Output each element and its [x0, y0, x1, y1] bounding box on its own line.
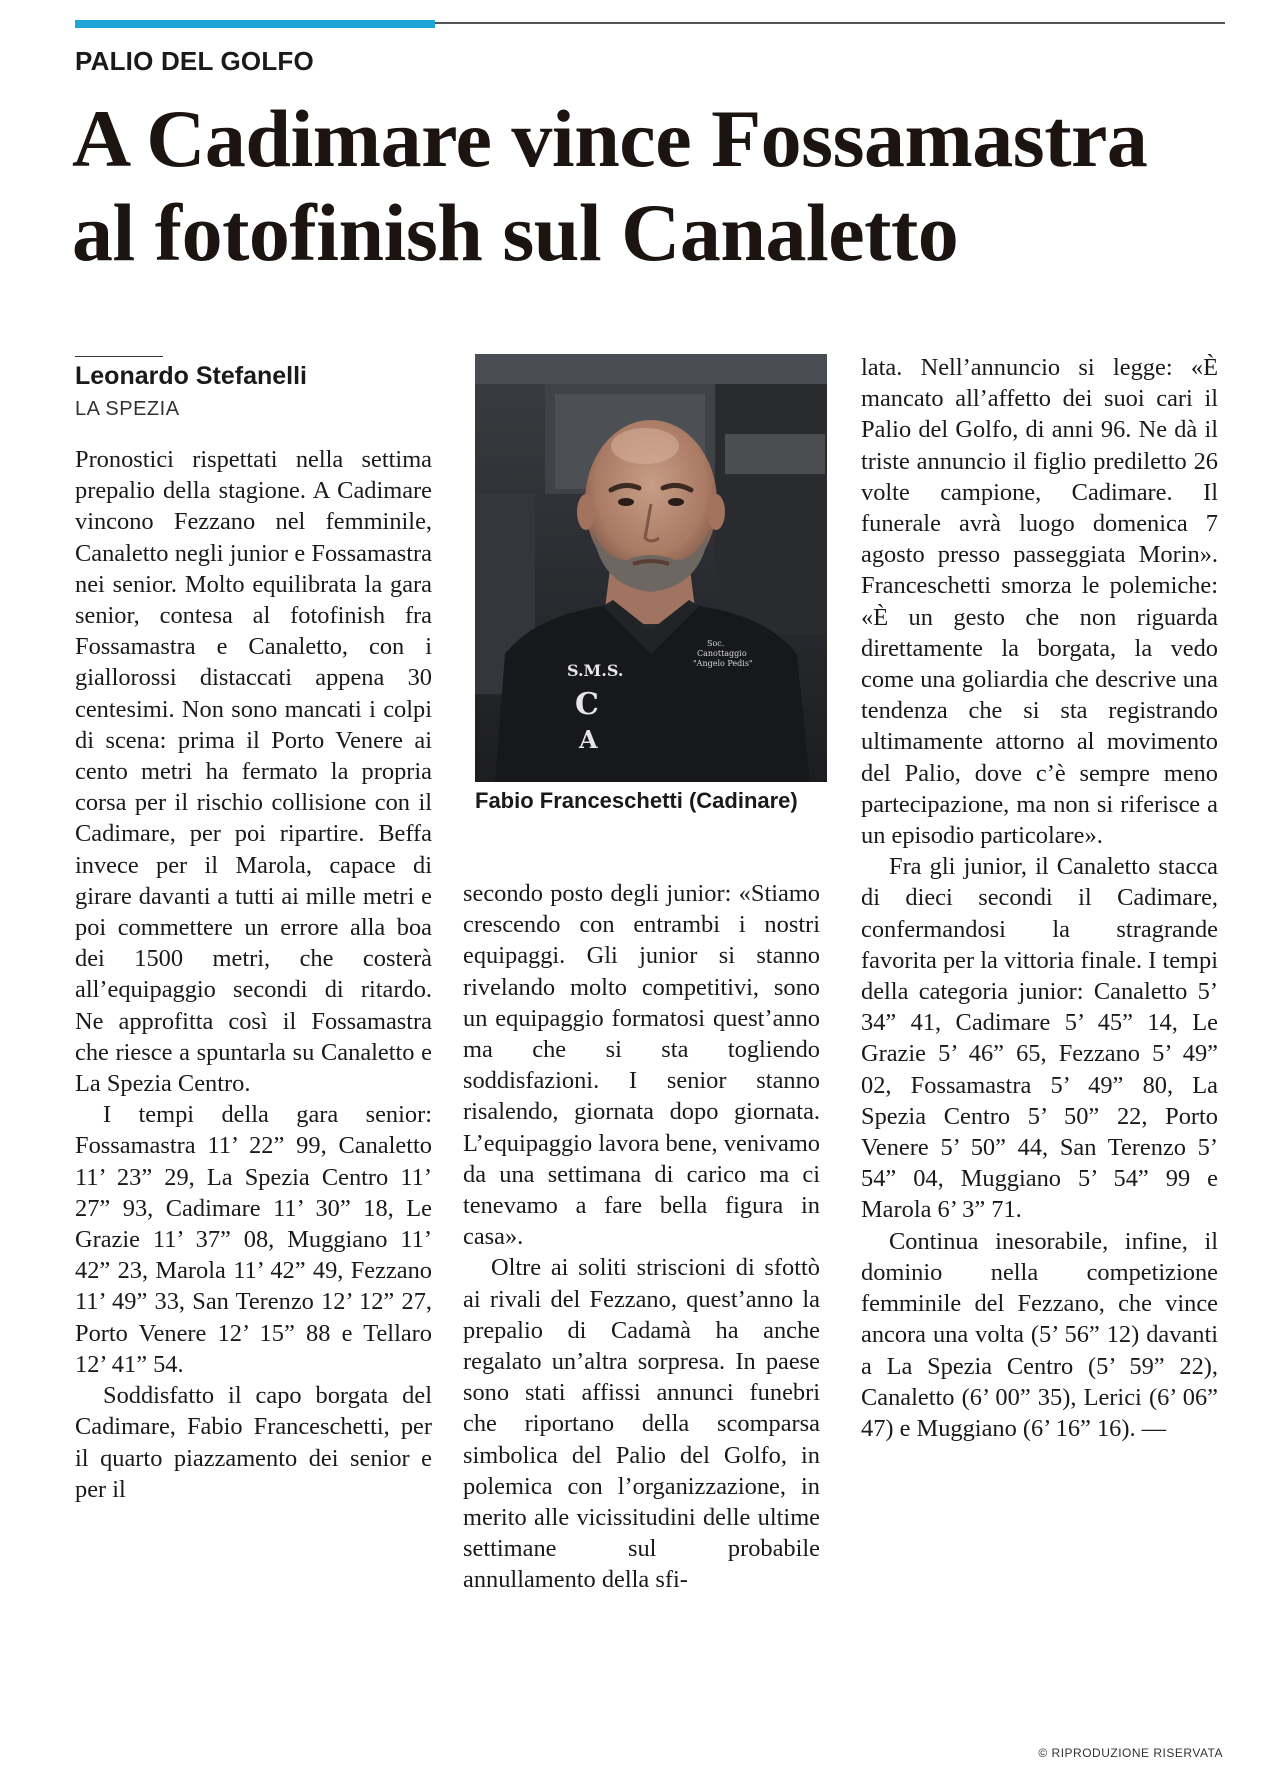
portrait-illustration [475, 354, 827, 782]
paragraph: Continua inesorabile, infine, il dominio nella competizione femminile del Fezzano, che vince ancora una volta (5’ 56” 12) davanti a La Spezia Centro (5’ 59” 22), Canaletto (6’ 00” 35), Lerici (6’ 06” 47) e Muggiano (6’ 16” 16). — [861, 1227, 1218, 1442]
headline [72, 92, 1252, 280]
shirt-print-sms: S.M.S. [567, 661, 624, 680]
shirt-badge-line-2: Canottaggio [697, 649, 747, 658]
paragraph: Oltre ai soliti striscioni di sfottò ai rivali del Fezzano, quest’anno la prepalio di Cadamà ha anche regalato un’altra sorpresa. In paese sono stati affissi annunci funebri che riportano della scomparsa simbolica del Palio del Golfo, in polemica con l’organizzazione, in merito alle vicissitudini delle ultime settimane sul probabile annullamento della sfi- [463, 1254, 820, 1594]
byline-author: Leonardo Stefanelli [75, 362, 307, 390]
photo-caption: Fabio Franceschetti (Cadinare) [475, 788, 798, 813]
portrait-photo [475, 354, 827, 782]
shirt-print-a: A [579, 725, 598, 754]
paragraph: Fra gli junior, il Canaletto stacca di dieci secondi il Cadimare, confermandosi la stragrande favorita per la vittoria finale. I tempi della categoria junior: Canaletto 5’ 34” 41, Cadimare 5’ 45” 14, Le Grazie 5’ 46” 65, Fezzano 5’ 49” 02, Fossamastra 5’ 49” 80, La Spezia Centro 5’ 50” 22, Porto Venere 5’ 50” 44, San Terenzo 5’ 54” 04, Muggiano 5’ 54” 99 e Marola 6’ 3” 71. [861, 853, 1218, 1224]
article-column-3 [861, 352, 1218, 1444]
paragraph: I tempi della gara senior: Fossamastra 11’ 22” 99, Canaletto 11’ 23” 29, La Spezia Centro 11’ 27” 93, Cadimare 11’ 30” 18, Le Grazie 11’ 37” 08, Muggiano 11’ 42” 23, Marola 11’ 42” 49, Fezzano 11’ 49” 33, San Terenzo 12’ 12” 27, Porto Venere 12’ 15” 88 e Tellaro 12’ 41” 54. [75, 1101, 432, 1378]
byline-rule [75, 356, 163, 357]
headline-line-2: al fotofinish sul Canaletto [72, 187, 959, 278]
article-column-2 [463, 878, 820, 1596]
copyright-notice: © RIPRODUZIONE RISERVATA [1038, 1746, 1223, 1760]
shirt-badge-line-3: "Angelo Pedis" [693, 659, 753, 668]
shirt-badge-line-1: Soc. [707, 639, 725, 648]
paragraph: Pronostici rispettati nella settima prepalio della stagione. A Cadimare vincono Fezzano nel femminile, Canaletto negli junior e Fossamastra nei senior. Molto equilibrata la gara senior, contesa al fotofinish fra Fossamastra e Canaletto, con i giallorossi distaccati appena 30 centesimi. Non sono mancati i colpi di scena: prima il Porto Venere ai cento metri ha fermato la propria corsa per il rischio collisione con il Cadimare, per poi ripartire. Beffa invece per il Marola, capace di girare davanti a tutti ai mille metri e poi commettere un errore alla boa dei 1500 metri, che costerà all’equipaggio secondi di ritardo. Ne approfitta così il Fossamastra che riesce a spuntarla su Canaletto e La Spezia Centro. [75, 446, 432, 1098]
section-accent-bar [75, 20, 435, 28]
byline-location: LA SPEZIA [75, 398, 180, 420]
article-column-1 [75, 444, 432, 1505]
section-kicker: PALIO DEL GOLFO [75, 46, 314, 76]
paragraph: lata. Nell’annuncio si legge: «È mancato all’affetto dei suoi cari il Palio del Golfo, di anni 96. Ne dà il triste annuncio il figlio prediletto 26 volte campione, Cadimare. Il funerale avrà luogo domenica 7 agosto presso passeggiata Morin». Franceschetti smorza le polemiche: «È un gesto che non riguarda direttamente la borgata, la vedo come una goliardia che descrive una tendenza che si sta registrando ultimamente attorno al movimento del Palio, dove c’è sempre meno partecipazione, ma non si riferisce a un episodio particolare». [861, 354, 1218, 850]
paragraph: Soddisfatto il capo borgata del Cadimare, Fabio Franceschetti, per il quarto piazzamento dei senior e per il [75, 1382, 432, 1503]
headline-line-1: A Cadimare vince Fossamastra [72, 93, 1148, 184]
shirt-print-c: C [575, 687, 599, 722]
paragraph: secondo posto degli junior: «Stiamo crescendo con entrambi i nostri equipaggi. Gli junior si stanno rivelando molto competitivi, sono un equipaggio formatosi quest’anno ma che si sta togliendo soddisfazioni. I senior stanno risalendo, giornata dopo giornata. L’equipaggio lavora bene, venivamo da una settimana di carico ma ci tenevamo a fare bella figura in casa». [463, 880, 820, 1251]
